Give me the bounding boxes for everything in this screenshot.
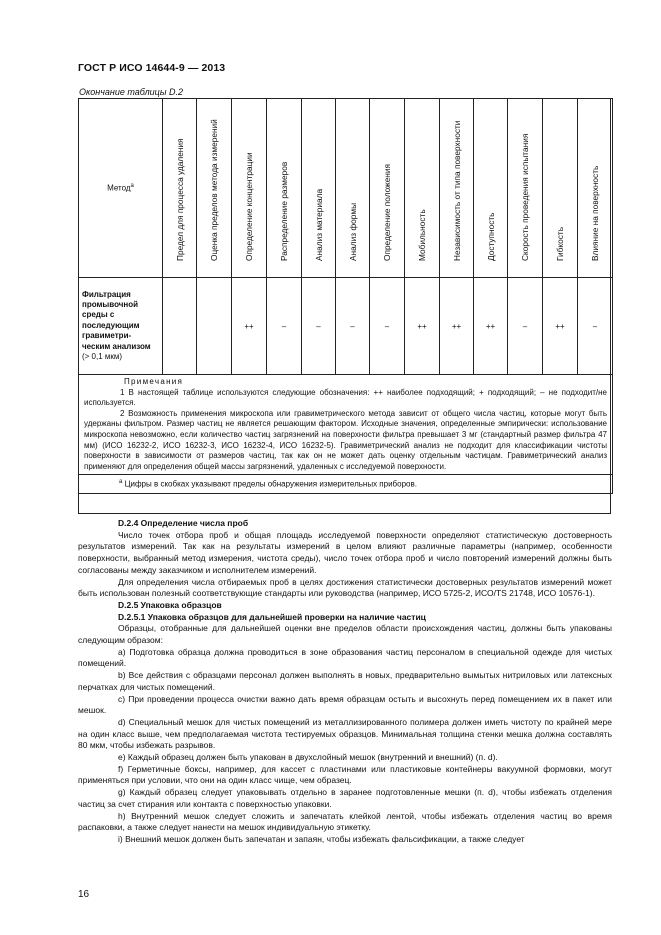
- column-header: Мобильность: [405, 99, 440, 278]
- list-item: h) Внутренний мешок следует сложить и запечатать клейкой лентой, чтобы избежать отделения частиц во время распаковки, а также следует нанести на мешок индивидуальную этикетку.: [78, 810, 612, 833]
- value-cell: –: [336, 278, 370, 375]
- footnote-marker: а: [130, 183, 134, 190]
- paragraph: Для определения числа отбираемых проб в целях достижения статистически достоверных результатов измерений может быть использован полезный соответствующие стандарты или руководства (например, ИСО 5725-2, ИСО/TS 21748, ИСО 10576-1).: [78, 576, 612, 599]
- value-cell: [197, 278, 232, 375]
- method-cell: Фильтрация промывочной среды с последующим гравиметри-ческим анализом (> 0,1 мкм): [79, 278, 163, 375]
- table-header-row: [79, 99, 613, 278]
- footnote-text: Цифры в скобках указывают пределы обнаружения измерительных приборов.: [124, 480, 417, 489]
- page-number: 16: [78, 889, 90, 900]
- column-header: Гибкость: [543, 99, 578, 278]
- value-cell: ++: [405, 278, 440, 375]
- document-code: ГОСТ Р ИСО 14644-9 — 2013: [78, 62, 226, 74]
- table-caption: Окончание таблицы D.2: [79, 87, 183, 97]
- footnote-row: [79, 475, 613, 493]
- note-2: 2 Возможность применения микроскопа или гравиметрического метода зависит от общего числа частиц, которые могут быть удержаны фильтром. Размер частиц не является решающим фактором. Исходные значения, определенные эмпирически: использование микроскопа невозможно, если количество частиц загрязнений на поверхности фильтра превышает 3 мг (стандартный размер фильтра 47 мм) (ИСО 16232-2, ИСО 16232-3, ИСО 16232-4, ИСО 16232-5). Гравиметрический анализ не подходит для классификации чистоты поверхности в зависимости от размеров частиц, так как он не может дать оценку отдельным частицам. Гравиметрический анализ применяют для определения общей массы загрязнений, удаленных с исследуемой поверхности.: [84, 408, 607, 471]
- criteria-table: [78, 98, 611, 514]
- list-item: g) Каждый образец следует упаковывать отдельно в заранее подготовленные мешки (п. d), чтобы избежать отделения частиц за счет стирания или контакта с поверхностью упаковки.: [78, 787, 612, 809]
- value-cell: –: [267, 278, 302, 375]
- list-item: e) Каждый образец должен быть упакован в двухслойный мешок (внутренний и внешний) (п. d).: [118, 752, 498, 763]
- list-item: i) Внешний мешок должен быть запечатан и запаян, чтобы избежать фальсификации, а также следует: [118, 833, 525, 844]
- section-heading-d24: D.2.4 Определение числа проб: [118, 518, 249, 528]
- value-cell: ++: [232, 278, 267, 375]
- notes-row: [79, 375, 613, 475]
- value-cell: –: [302, 278, 336, 375]
- column-header: Доступность: [474, 99, 508, 278]
- column-header: Распределение размеров: [267, 99, 302, 278]
- list-item: a) Подготовка образца должна проводиться в зоне образования частиц персоналом в специальной одежде для чистых помещений.: [78, 646, 612, 669]
- notes-title: Примечания: [124, 377, 184, 386]
- list-item: f) Герметичные боксы, например, для кассет с пластинами или пластиковые контейнеры вакуумной формовки, могут применяться при условии, что они на один класс чище, чем образец.: [78, 763, 612, 786]
- column-header: Оценка пределов метода измерений: [197, 99, 232, 278]
- column-header: Скорость проведения испытания: [508, 99, 543, 278]
- notes-cell: [79, 375, 613, 475]
- value-cell: –: [578, 278, 613, 375]
- section-heading-d25: D.2.5 Упаковка образцов: [118, 599, 222, 610]
- value-cell: [163, 278, 197, 375]
- value-cell: –: [508, 278, 543, 375]
- section-heading-d251: D.2.5.1 Упаковка образцов для дальнейшей проверки на наличие частиц: [118, 611, 426, 622]
- paragraph: Число точек отбора проб и общая площадь исследуемой поверхности определяют статистическую достоверность результатов измерений. Так как на результаты измерений в целом влияют различные параметры (например, особенности поверхности, выбранный метод измерения, чистота среды), число точек отбора проб и число повторений измерений должны быть согласованы между заказчиком и исполнителем измерений.: [78, 529, 612, 575]
- column-header: Влияние на поверхность: [578, 99, 613, 278]
- list-item: d) Специальный мешок для чистых помещений из металлизированного полимера должен иметь чистоту по крайней мере на один класс выше, чем предполагаемая чистота тестируемых образцов. Минимальная толщина стенки мешка должна составлять 80 мкм, чтобы избежать разрывов.: [78, 716, 612, 751]
- column-header: Определение положения: [370, 99, 405, 278]
- paragraph: Образцы, отобранные для дальнейшей оценки вне пределов области происхождения частиц, должны быть упакованы следующим образом:: [78, 623, 612, 646]
- column-header: Анализ материала: [302, 99, 336, 278]
- column-header: Предел для процесса удаления: [163, 99, 197, 278]
- value-cell: ++: [543, 278, 578, 375]
- table-row: [79, 278, 613, 375]
- column-header: Анализ формы: [336, 99, 370, 278]
- column-header: Независимость от типа поверхности: [440, 99, 474, 278]
- column-header: Определение концентрации: [232, 99, 267, 278]
- note-1: 1 В настоящей таблице используются следующие обозначения: ++ наиболее подходящий; + подходящий; – не подходит/не используется.: [84, 387, 607, 408]
- value-cell: ++: [440, 278, 474, 375]
- value-cell: –: [370, 278, 405, 375]
- value-cell: ++: [474, 278, 508, 375]
- body-text: [78, 518, 612, 846]
- list-item: b) Все действия с образцами персонал должен выполнять в новых, предварительно вымытых нитриловых или латексных перчатках для чистых помещений.: [78, 670, 612, 692]
- footnote-cell: $^а$ Цифры в скобках указывают пределы обнаружения измерительных приборов.: [79, 475, 613, 493]
- list-item: c) При проведении процесса очистки важно дать время образцам остыть и высохнуть перед помещением их в пакет или мешок.: [78, 693, 612, 716]
- method-header: Метод$^а$: [79, 99, 163, 278]
